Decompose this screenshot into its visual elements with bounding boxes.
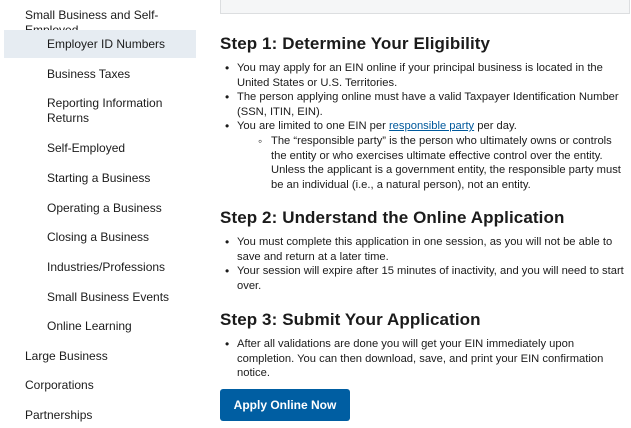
sidebar-item-reporting-information-returns[interactable]: Reporting Information Returns <box>47 96 163 125</box>
sidebar-item-starting-a-business[interactable]: Starting a Business <box>47 171 151 185</box>
sidebar-item-employer-id-numbers[interactable]: Employer ID Numbers <box>47 37 166 51</box>
step2-list <box>220 235 630 293</box>
step2-heading: Step 2: Understand the Online Application <box>220 208 565 227</box>
step1-bullet-2: • The person applying online must have a valid Taxpayer Identification Number (SSN, ITIN, EIN). <box>220 90 630 119</box>
responsible-party-link[interactable]: responsible party <box>388 120 475 133</box>
sidebar-item-industries-professions[interactable]: Industries/Professions <box>47 260 166 274</box>
step3-list <box>220 337 630 381</box>
step1-bullet-3-pre: You are limited to one EIN per <box>237 120 389 133</box>
step3-heading: Step 3: Submit Your Application <box>220 310 481 329</box>
sidebar-item-small-business-events[interactable]: Small Business Events <box>47 290 170 304</box>
step1-heading: Step 1: Determine Your Eligibility <box>220 34 491 53</box>
sidebar-item-online-learning[interactable]: Online Learning <box>47 319 132 333</box>
sidebar-nav <box>0 0 205 428</box>
sidebar-item-business-taxes[interactable]: Business Taxes <box>47 67 131 81</box>
sidebar-item-corporations[interactable]: Corporations <box>25 378 94 392</box>
sidebar-item-partnerships[interactable]: Partnerships <box>25 408 93 422</box>
sidebar-item-large-business[interactable]: Large Business <box>25 349 108 363</box>
step1-bullet-1: • You may apply for an EIN online if your principal business is located in the United States or U.S. Territories. <box>220 61 630 90</box>
sidebar-item-closing-a-business[interactable]: Closing a Business <box>47 230 150 244</box>
step1-bullet-3-post: per day. <box>474 120 517 133</box>
sidebar-section-small-business[interactable]: Small Business and Self- <box>25 8 159 22</box>
step1-sub-list <box>237 134 630 192</box>
step2-bullet-1: • You must complete this application in one session, as you will not be able to save and return at a later time. <box>220 235 630 264</box>
sidebar-item-self-employed[interactable]: Self-Employed <box>47 141 126 155</box>
top-info-box <box>220 0 630 14</box>
apply-online-now-button[interactable]: Apply Online Now <box>220 389 350 421</box>
step1-sub-bullet-1: ◦ The “responsible party” is the person who ultimately owns or controls the entity or who exercises ultimate effective control over the entity. Unless the applicant is a government entity, the responsible party must be an individual (i.e., a natural person), not an entity. <box>237 134 630 192</box>
step2-bullet-2: • Your session will expire after 15 minutes of inactivity, and you will need to start over. <box>220 264 630 293</box>
step1-list <box>220 61 630 192</box>
sidebar-item-operating-a-business[interactable]: Operating a Business <box>47 201 162 215</box>
step3-bullet-1: • After all validations are done you will get your EIN immediately upon completion. You can then download, save, and print your EIN confirmation notice. <box>220 337 630 381</box>
step1-bullet-3 <box>220 119 630 192</box>
